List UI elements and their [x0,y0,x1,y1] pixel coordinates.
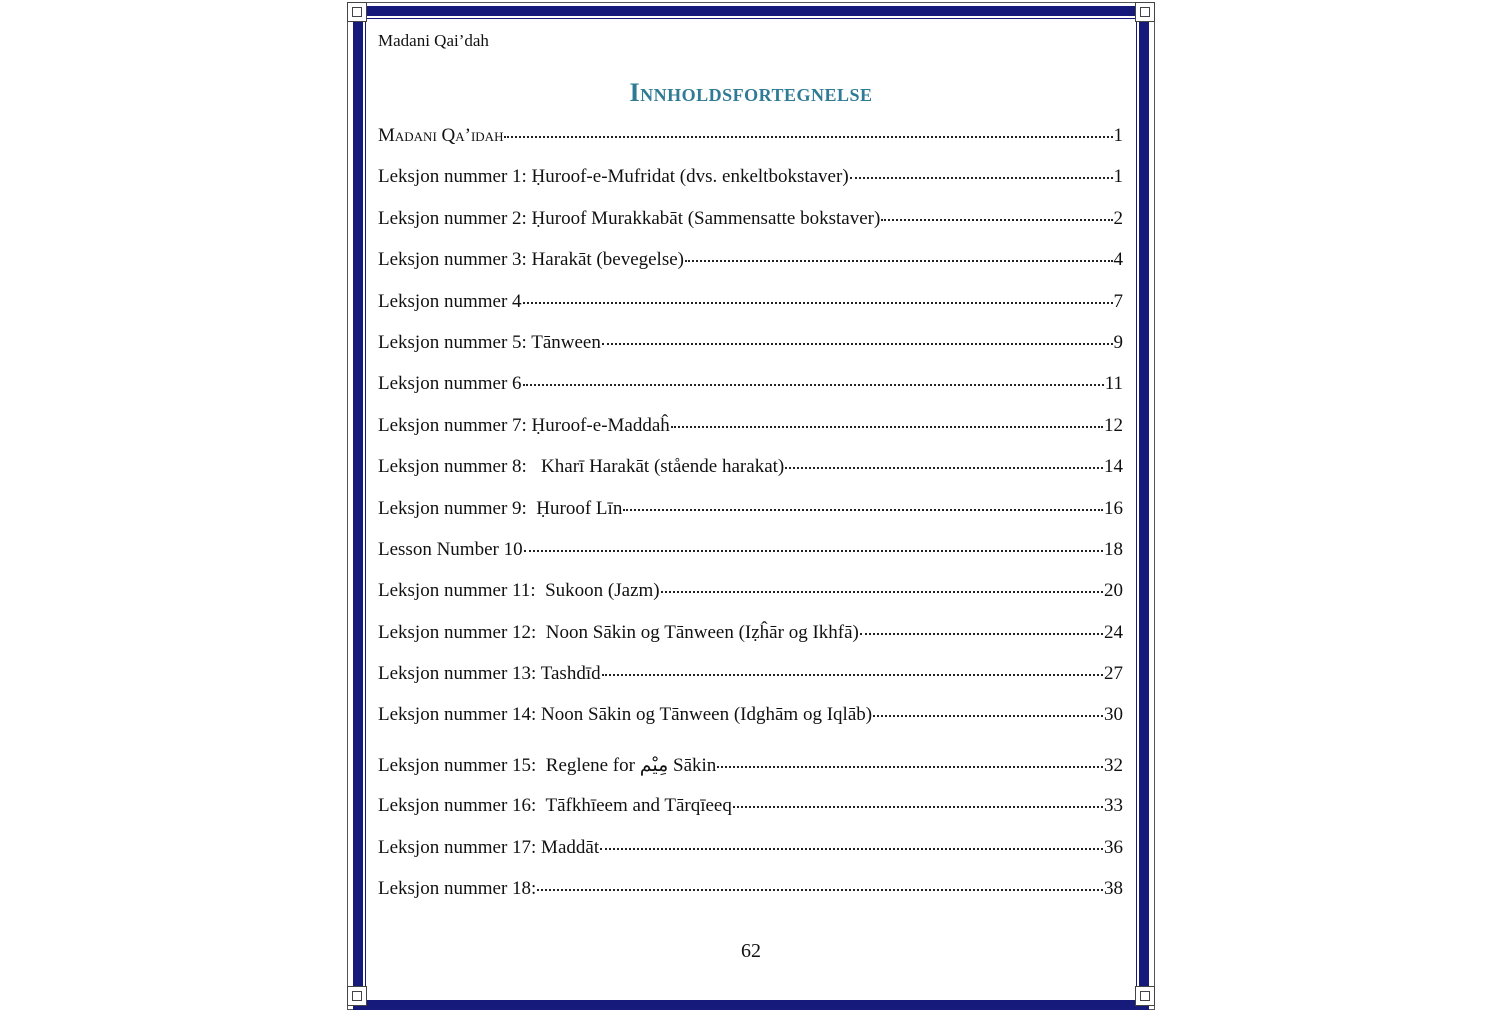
dot-leader [602,673,1103,676]
toc-entry[interactable] [378,498,1123,539]
toc-entry-page: 9 [1113,331,1123,353]
toc-entry-page: 18 [1104,538,1123,560]
dot-leader [623,508,1103,511]
toc-entry[interactable] [378,704,1123,745]
frame-corner-ornament [1135,986,1155,1006]
toc-entry[interactable] [378,539,1123,580]
toc-entry-label: Leksjon nummer 17: Maddāt [378,836,600,858]
toc-entry-page: 4 [1113,249,1123,271]
toc-entry-page: 14 [1104,456,1123,478]
dot-leader [717,765,1103,768]
dot-leader [661,590,1103,593]
toc-entry[interactable] [378,332,1123,373]
toc-entry-page: 38 [1104,878,1123,900]
dot-leader [850,176,1113,179]
toc-entry-page: 36 [1104,836,1123,858]
toc-entry-page: 27 [1104,663,1123,685]
toc-entry-label: Leksjon nummer 3: Harakāt (bevegelse) [378,249,684,271]
dot-leader [881,218,1112,221]
dot-leader [685,259,1113,262]
toc-entry[interactable] [378,795,1123,836]
dot-leader [523,301,1113,304]
dot-leader [602,342,1113,345]
toc-entry-page: 1 [1113,125,1123,146]
toc-entry[interactable] [378,415,1123,456]
frame-corner-ornament [347,2,367,22]
toc-entry-label: Leksjon nummer 6 [378,373,522,395]
dot-leader [537,888,1103,891]
toc-entry-label: Leksjon nummer 14: Noon Sākin og Tānween (Idghām og Iqlāb) [378,704,873,726]
toc-entry-label: Leksjon nummer 16: Tāfkhīeem and Tārqīeeq [378,795,732,817]
dot-leader [524,549,1103,552]
toc-entry-label: Leksjon nummer 7: Ḥuroof-e-Maddaĥ [378,414,670,436]
document-page [345,0,1157,1000]
toc-entry-label: Leksjon nummer 12: Noon Sākin og Tānween (Iẓĥār og Ikhfā) [378,621,859,643]
toc-entry-page: 11 [1104,373,1123,395]
table-of-contents [378,125,1123,919]
frame-corner-ornament [1135,2,1155,22]
dot-leader [504,135,1112,138]
toc-entry-page: 1 [1113,166,1123,188]
toc-entry[interactable] [378,663,1123,704]
dot-leader [671,425,1103,428]
toc-entry-label: Leksjon nummer 4 [378,290,522,312]
toc-entry-page: 16 [1104,497,1123,519]
dot-leader [873,714,1103,717]
toc-entry[interactable] [378,580,1123,621]
dot-leader [785,466,1103,469]
toc-entry-label: Leksjon nummer 1: Ḥuroof-e-Mufridat (dvs. enkeltbokstaver) [378,166,849,188]
page-number: 62 [741,940,761,962]
toc-entry[interactable] [378,456,1123,497]
toc-entry-label: Leksjon nummer 5: Tānween [378,331,601,353]
toc-entry-page: 33 [1104,795,1123,817]
toc-entry-label: Leksjon nummer 18: [378,878,537,900]
toc-entry-page: 2 [1113,207,1123,229]
dot-leader [733,805,1103,808]
toc-entry-label: Lesson Number 10 [378,538,523,560]
toc-entry-label: Madani Qa’idah [378,125,504,146]
dot-leader [523,383,1104,386]
running-header: Madani Qai’dah [378,31,489,50]
frame-corner-ornament [347,986,367,1006]
toc-entry[interactable] [378,754,1123,795]
dot-leader [600,847,1103,850]
toc-entry[interactable] [378,291,1123,332]
toc-entry-page: 24 [1104,621,1123,643]
dot-leader [860,632,1103,635]
toc-entry-label: Leksjon nummer 8: Kharī Harakāt (stående harakat) [378,456,785,478]
toc-entry[interactable] [378,208,1123,249]
toc-entry[interactable] [378,837,1123,878]
toc-entry-label: Leksjon nummer 15: Reglene for مِيْم Sākin [378,754,717,776]
toc-entry-label: Leksjon nummer 13: Tashdīd [378,663,601,685]
toc-entry[interactable] [378,878,1123,919]
toc-entry-label: Leksjon nummer 11: Sukoon (Jazm) [378,580,660,602]
toc-entry-page: 20 [1104,580,1123,602]
toc-entry-label: Leksjon nummer 9: Ḥuroof Līn [378,497,623,519]
toc-entry-page: 30 [1104,704,1123,726]
toc-entry[interactable] [378,373,1123,414]
toc-entry[interactable] [378,166,1123,207]
toc-entry-label: Leksjon nummer 2: Ḥuroof Murakkabāt (Sammensatte bokstaver) [378,207,881,229]
toc-title: Innholdsfortegnelse [629,78,873,107]
toc-entry[interactable] [378,622,1123,663]
toc-entry[interactable] [378,249,1123,290]
toc-entry-page: 32 [1104,754,1123,776]
toc-entry[interactable] [378,125,1123,166]
toc-entry-page: 7 [1113,290,1123,312]
toc-entry-page: 12 [1104,414,1123,436]
